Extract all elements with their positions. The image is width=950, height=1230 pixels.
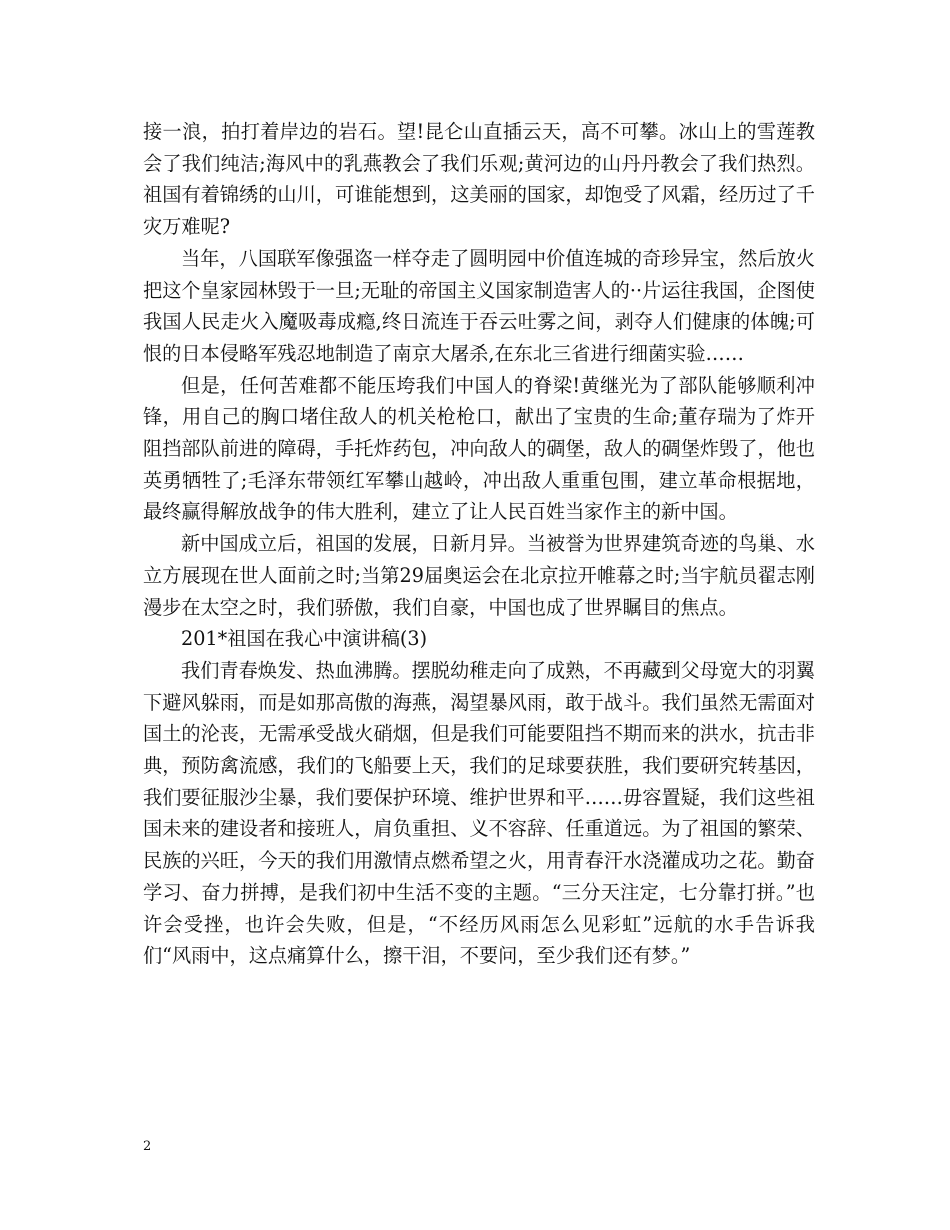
section-heading: 201*祖国在我心中演讲稿(3) xyxy=(181,627,428,651)
paragraph-5: 我们青春焕发、热血沸腾。摆脱幼稚走向了成熟，不再藏到父母宽大的羽翼下避风躲雨，而是如那高傲的海燕，渴望暴风雨，敢于战斗。我们虽然无需面对国土的沦丧，无需承受战火硝烟，但是我们可能要阻挡不期而来的洪水，抗击非典，预防禽流感，我们的飞船要上天，我们的足球要获胜，我们要研究转基因，我们要征服沙尘暴，我们要保护环境、维护世界和平……毋容置疑，我们这些祖国未来的建设者和接班人，肩负重担、义不容辞、任重道远。为了祖国的繁荣、民族的兴旺，今天的我们用激情点燃希望之火，用青春汗水浇灌成功之花。勤奋学习、奋力拼搏，是我们初中生活不变的主题。“三分天注定，七分靠打拼。”也许会受挫，也许会失败，但是，“不经历风雨怎么见彩虹”远航的水手告诉我们“风雨中，这点痛算什么，擦干泪，不要问，至少我们还有梦。” xyxy=(143,658,815,968)
page-number: 2 xyxy=(143,1139,152,1154)
paragraph-2: 当年，八国联军像强盗一样夺走了圆明园中价值连城的奇珍异宝，然后放火把这个皇家园林毁于一旦;无耻的帝国主义国家制造害人的··片运往我国，企图使我国人民走火入魔吸毒成瘾,终日流连于吞云吐雾之间，剥夺人们健康的体魄;可恨的日本侵略军残忍地制造了南京大屠杀,在东北三省进行细菌实验…… xyxy=(143,246,815,365)
paragraph-4: 新中国成立后，祖国的发展，日新月异。当被誉为世界建筑奇迹的鸟巢、水立方展现在世人面前之时;当第29届奥运会在北京拉开帷幕之时;当宇航员翟志刚漫步在太空之时，我们骄傲，我们自豪，中国也成了世界瞩目的焦点。 xyxy=(143,532,815,619)
document-body xyxy=(143,116,815,972)
paragraph-3: 但是，任何苦难都不能压垮我们中国人的脊梁!黄继光为了部队能够顺利冲锋，用自己的胸口堵住敌人的机关枪枪口，献出了宝贵的生命;董存瑞为了炸开阻挡部队前进的障碍，手托炸药包，冲向敌人的碉堡，敌人的碉堡炸毁了，他也英勇牺牲了;毛泽东带领红军攀山越岭，冲出敌人重重包围，建立革命根据地，最终赢得解放战争的伟大胜利，建立了让人民百姓当家作主的新中国。 xyxy=(143,373,815,524)
paragraph-1: 接一浪，拍打着岸边的岩石。望!昆仑山直插云天，高不可攀。冰山上的雪莲教会了我们纯洁;海风中的乳燕教会了我们乐观;黄河边的山丹丹教会了我们热烈。祖国有着锦绣的山川，可谁能想到，这美丽的国家，却饱受了风霜，经历过了千灾万难呢? xyxy=(143,120,815,239)
